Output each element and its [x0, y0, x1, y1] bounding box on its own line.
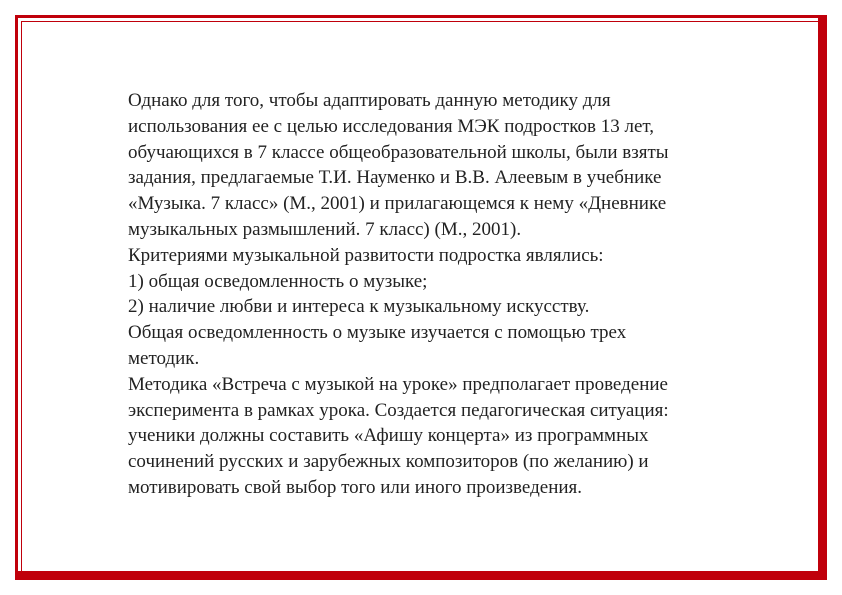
text-line: 2) наличие любви и интереса к музыкальному искусству. [128, 296, 590, 318]
text-line: ученики должны составить «Афишу концерта» из программных [128, 425, 649, 447]
text-line: мотивировать свой выбор того или иного произведения. [128, 476, 583, 498]
text-line: задания, предлагаемые Т.И. Науменко и В.В. Алеевым в учебнике [128, 167, 662, 189]
text-line: эксперимента в рамках урока. Создается педагогическая ситуация: [128, 399, 669, 421]
text-line: обучающихся в 7 классе общеобразовательной школы, были взяты [128, 141, 669, 163]
text-line: Общая осведомленность о музыке изучается с помощью трех [128, 322, 627, 344]
text-line: использования ее с целью исследования МЭК подростков 13 лет, [128, 115, 655, 137]
frame-shadow-bottom [15, 571, 827, 580]
text-line: сочинений русских и зарубежных композиторов (по желанию) и [128, 451, 649, 473]
text-line: Критериями музыкальной развитости подростка являлись: [128, 244, 604, 266]
text-line: методик. [128, 347, 200, 369]
text-line: Методика «Встреча с музыкой на уроке» предполагает проведение [128, 373, 668, 395]
text-line: Однако для того, чтобы адаптировать данную методику для [128, 90, 611, 111]
text-line: музыкальных размышлений. 7 класс) (М., 2001). [128, 218, 522, 240]
body-text [128, 88, 768, 501]
text-line: 1) общая осведомленность о музыке; [128, 270, 428, 292]
text-line: «Музыка. 7 класс» (М., 2001) и прилагающемся к нему «Дневнике [128, 193, 667, 215]
frame-shadow-right [818, 15, 827, 580]
